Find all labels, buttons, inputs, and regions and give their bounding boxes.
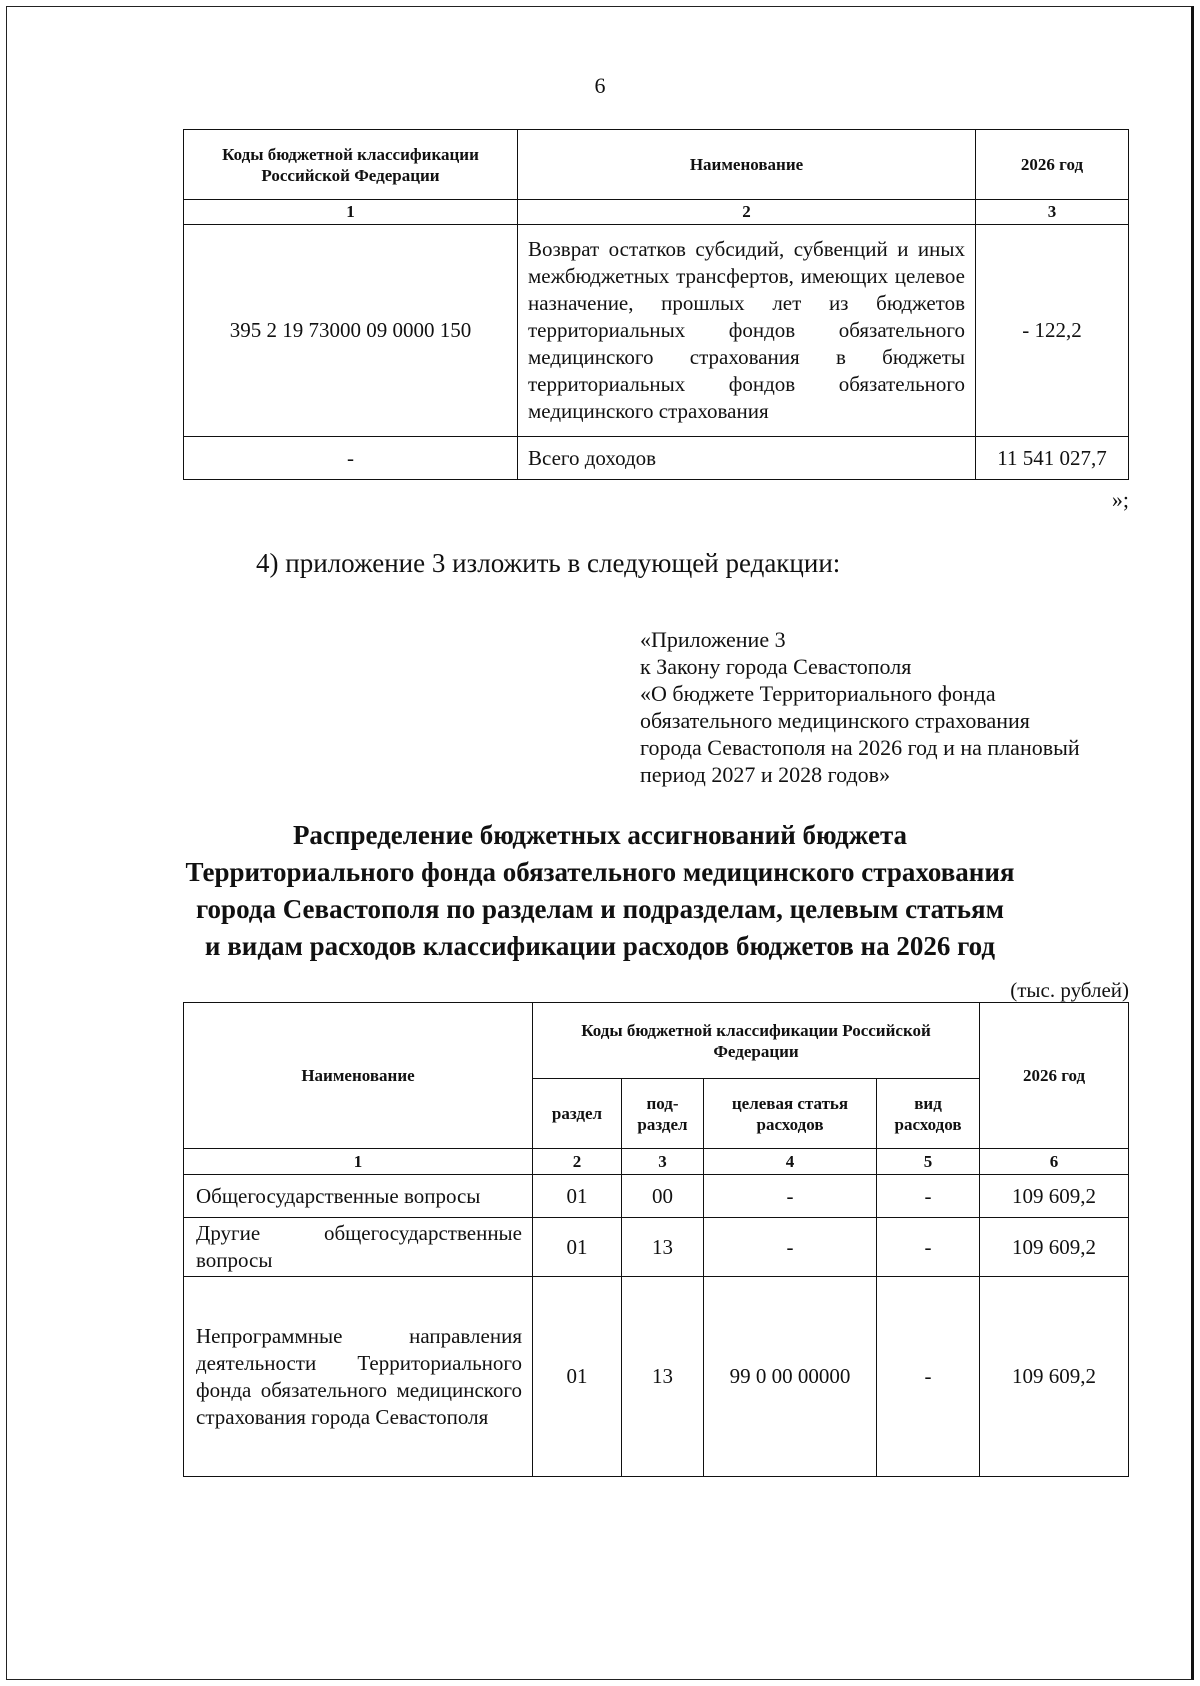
heading-line: Распределение бюджетных ассигнований бюджета <box>292 820 908 850</box>
table-row <box>184 1175 1129 1218</box>
subsection-code: 13 <box>622 1218 704 1277</box>
subheader-kind: вид расходов <box>877 1079 980 1149</box>
budget-code: - <box>184 437 518 480</box>
section-code: 01 <box>533 1218 622 1277</box>
target-code: - <box>704 1218 877 1277</box>
appendix-note <box>640 626 1180 788</box>
expense-amount: 109 609,2 <box>980 1175 1129 1218</box>
column-number: 1 <box>184 1149 533 1175</box>
instruction-text: 4) приложение 3 изложить в следующей редакции: <box>256 548 841 578</box>
appendix-line: к Закону города Севастополя <box>640 654 912 679</box>
kind-code: - <box>877 1175 980 1218</box>
column-number: 5 <box>877 1149 980 1175</box>
expense-name: Общегосударственные вопросы <box>184 1175 533 1218</box>
section-heading <box>0 817 1200 965</box>
column-number: 6 <box>980 1149 1129 1175</box>
income-amount: - 122,2 <box>976 225 1129 437</box>
page-number: 6 <box>594 73 606 98</box>
appendix-line: период 2027 и 2028 годов» <box>640 762 891 787</box>
subheader-section: раздел <box>533 1079 622 1149</box>
appendix-line: обязательного медицинского страхования <box>640 708 1030 733</box>
header-year: 2026 год <box>980 1003 1129 1149</box>
appendix-line: «О бюджете Территориального фонда <box>640 681 996 706</box>
table-row <box>184 1218 1129 1277</box>
appendix-line: «Приложение 3 <box>640 627 786 652</box>
table-row <box>184 1277 1129 1477</box>
heading-line: Территориального фонда обязательного медицинского страхования <box>185 857 1015 887</box>
income-name: Возврат остатков субсидий, субвенций и иных межбюджетных трансфертов, имеющих целевое назначение, прошлых лет из бюджетов территориальных фондов обязательного медицинского страхования в бюджеты территориальных фондов обязательного медицинского страхования <box>518 225 976 437</box>
budget-code: 395 2 19 73000 09 0000 150 <box>184 225 518 437</box>
header-year: 2026 год <box>976 130 1129 200</box>
subsection-code: 00 <box>622 1175 704 1218</box>
expense-amount: 109 609,2 <box>980 1277 1129 1477</box>
subheader-subsection: под-раздел <box>622 1079 704 1149</box>
table-row <box>184 225 1129 437</box>
kind-code: - <box>877 1277 980 1477</box>
column-number: 3 <box>622 1149 704 1175</box>
income-table <box>183 129 1129 480</box>
header-codes: Коды бюджетной классификации Российской Федерации <box>533 1003 980 1079</box>
header-codes: Коды бюджетной классификации Российской Федерации <box>184 130 518 200</box>
expense-amount: 109 609,2 <box>980 1218 1129 1277</box>
income-amount: 11 541 027,7 <box>976 437 1129 480</box>
expense-table <box>183 1002 1129 1477</box>
header-name: Наименование <box>184 1003 533 1149</box>
income-name: Всего доходов <box>518 437 976 480</box>
closing-quote: »; <box>1111 487 1129 512</box>
heading-line: города Севастополя по разделам и подразделам, целевым статьям <box>195 894 1005 924</box>
column-number: 2 <box>533 1149 622 1175</box>
column-number: 1 <box>184 200 518 225</box>
column-number: 2 <box>518 200 976 225</box>
section-code: 01 <box>533 1175 622 1218</box>
section-code: 01 <box>533 1277 622 1477</box>
subsection-code: 13 <box>622 1277 704 1477</box>
expense-name: Непрограммные направления деятельности Территориального фонда обязательного медицинского страхования города Севастополя <box>184 1277 533 1477</box>
appendix-line: города Севастополя на 2026 год и на плановый <box>640 735 1080 760</box>
unit-label: (тыс. рублей) <box>1010 978 1129 1002</box>
column-number: 4 <box>704 1149 877 1175</box>
target-code: 99 0 00 00000 <box>704 1277 877 1477</box>
column-number: 3 <box>976 200 1129 225</box>
header-name: Наименование <box>518 130 976 200</box>
table-row <box>184 437 1129 480</box>
heading-line: и видам расходов классификации расходов бюджетов на 2026 год <box>204 931 996 961</box>
expense-name: Другие общегосударственные вопросы <box>184 1218 533 1277</box>
target-code: - <box>704 1175 877 1218</box>
subheader-target: целевая статья расходов <box>704 1079 877 1149</box>
kind-code: - <box>877 1218 980 1277</box>
